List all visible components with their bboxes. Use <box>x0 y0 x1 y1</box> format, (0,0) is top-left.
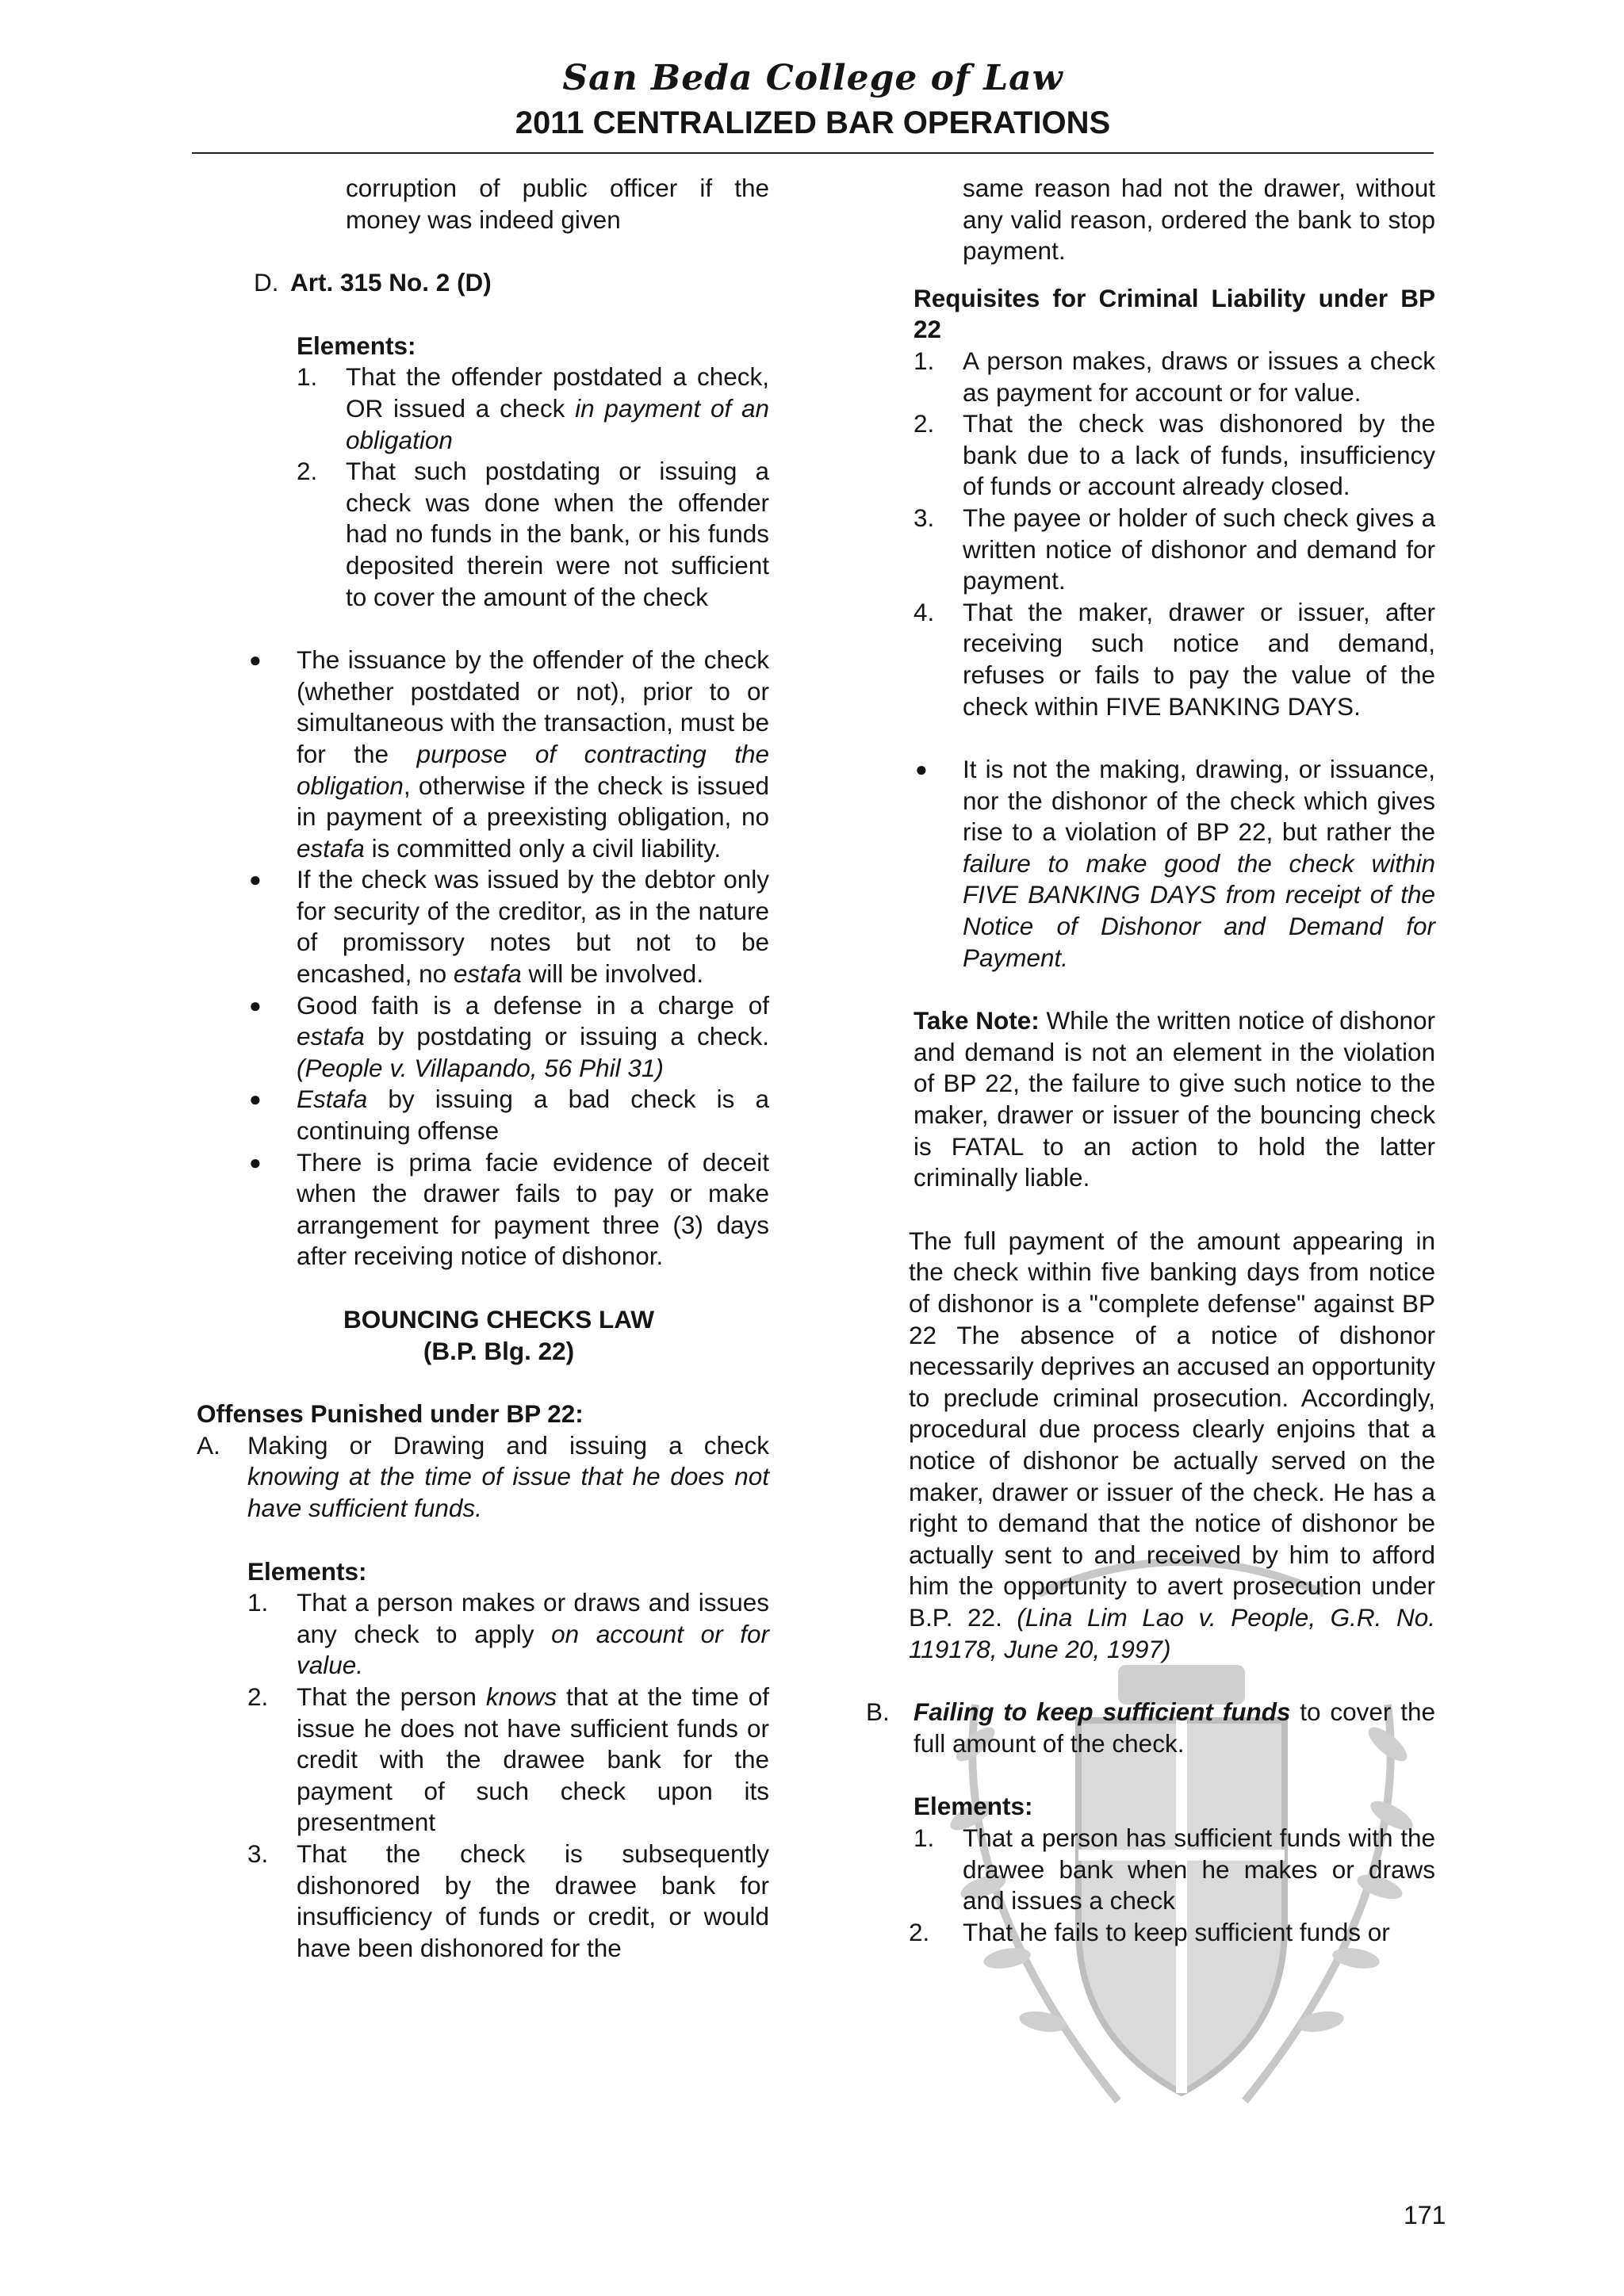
elements-label: Elements: <box>247 1556 367 1586</box>
bullet-icon: ● <box>249 1150 262 1174</box>
list-item: 2. That he fails to keep sufficient funds or <box>909 1917 1390 1946</box>
header-divider <box>192 152 1434 154</box>
elements-label: Elements: <box>297 331 416 360</box>
bullet-item: ● There is prima facie evidence of deceit when the drawer fails to pay or make arrangement for payment three (3) days after receiving notice of dishonor. <box>249 1147 769 1271</box>
list-item: 1. That a person has sufficient funds with the drawee bank when he makes or draws and issues a check <box>914 1823 1435 1915</box>
left-column <box>197 173 769 1964</box>
offense-marker: B. <box>866 1697 890 1727</box>
bullet-item: ● Estafa by issuing a bad check is a continuing offense <box>249 1085 769 1146</box>
bullet-icon: ● <box>249 1087 262 1112</box>
bullet-icon: ● <box>249 993 262 1017</box>
bullet-icon: ● <box>249 648 262 672</box>
law-title: BOUNCING CHECKS LAW <box>343 1305 654 1334</box>
offense-b: B. Failing to keep sufficient funds to cover the full amount of the check. <box>866 1697 1435 1758</box>
bullet-icon: ● <box>915 757 928 782</box>
school-name: San Beda College of Law <box>562 58 1063 98</box>
bullet-item: ● The issuance by the offender of the check (whether postdated or not), prior to or simultaneous with the transaction, must be for the purpose of contracting the obligation, otherwise if the check is issued in payment of a preexisting obligation, no estafa is committed only a civil liability. <box>249 645 770 863</box>
law-subtitle: (B.P. Blg. 22) <box>423 1336 575 1365</box>
right-column <box>866 173 1435 1948</box>
page-header <box>192 55 1434 143</box>
section-d <box>197 267 769 299</box>
page-number: 171 <box>1404 2201 1446 2229</box>
take-note: Take Note: While the written notice of dishonor and demand is not an element in the violation of BP 22, the failure to give such notice to the maker, drawer or issuer of the bouncing check is FATAL to an action to hold the latter criminally liable. <box>914 1006 1435 1192</box>
complete-defense-paragraph: The full payment of the amount appearing in the check within five banking days from notice of dishonor is a "complete defense" against BP 22 The absence of a notice of dishonor necessarily deprives an accused an opportunity to preclude criminal prosecution. Accordingly, procedural due process clearly enjoins that a notice of dishonor be actually served on the maker, drawer or issuer of the check. He has a right to demand that the notice of dishonor be actually sent to and received by him to afford him the opportunity to avert prosecution under B.P. 22. (Lina Lim Lao v. People, G.R. No. 119178, June 20, 1997) <box>909 1226 1435 1663</box>
list-item: 4. That the maker, drawer or issuer, after receiving such notice and demand, refuses or fails to pay the value of the check within FIVE BANKING DAYS. <box>914 597 1435 721</box>
list-item: 1. A person makes, draws or issues a check as payment for account or for value. <box>914 346 1435 407</box>
elements-label: Elements: <box>914 1792 1033 1821</box>
continued-text: same reason had not the drawer, without any valid reason, ordered the bank to stop payment. <box>963 174 1435 266</box>
list-item: 2. That the person knows that at the time of issue he does not have sufficient funds or credit with the drawee bank for the payment of such check upon its presentment <box>247 1682 770 1837</box>
offenses-heading: Offenses Punished under BP 22: <box>197 1399 584 1429</box>
bullet-item: ● If the check was issued by the debtor only for security of the creditor, as in the nature of promissory notes but not to be encashed, no estafa will be involved. <box>249 865 769 989</box>
list-item: 1. That a person makes or draws and issues any check to apply on account or for value. <box>247 1588 769 1680</box>
bullet-item: ● Good faith is a defense in a charge of estafa by postdating or issuing a check. (People v. Villapando, 56 Phil 31) <box>249 990 769 1082</box>
offense-marker: A. <box>197 1430 220 1460</box>
operations-title: 2011 CENTRALIZED BAR OPERATIONS <box>515 105 1111 140</box>
offense-a: A. Making or Drawing and issuing a check knowing at the time of issue that he does not have sufficient funds. <box>197 1430 769 1522</box>
list-item: 3. That the check is subsequently dishonored by the drawee bank for insufficiency of funds or credit, or would have been dishonored for the <box>247 1839 769 1962</box>
bullet-item: ● It is not the making, drawing, or issuance, nor the dishonor of the check which gives rise to a violation of BP 22, but rather the failure to make good the check within FIVE BANKING DAYS from receipt of the Notice of Dishonor and Demand for Payment. <box>915 755 1435 972</box>
bullet-icon: ● <box>249 867 262 892</box>
list-item: 3. The payee or holder of such check gives a written notice of dishonor and demand for payment. <box>914 503 1435 595</box>
section-title: Art. 315 No. 2 (D) <box>290 268 492 297</box>
list-item: 2. That the check was dishonored by the bank due to a lack of funds, insufficiency of funds or account already closed. <box>914 409 1435 501</box>
requisites-heading: Requisites for Criminal Liability under BP 22 <box>914 283 1435 344</box>
continued-text: corruption of public officer if the money was indeed given <box>346 174 769 234</box>
list-item: 1. That the offender postdated a check, OR issued a check in payment of an obligation <box>297 362 769 454</box>
section-marker: D. <box>254 268 279 297</box>
list-item: 2. That such postdating or issuing a check was done when the offender had no funds in the bank, or his funds deposited therein were not sufficient to cover the amount of the check <box>297 457 769 611</box>
